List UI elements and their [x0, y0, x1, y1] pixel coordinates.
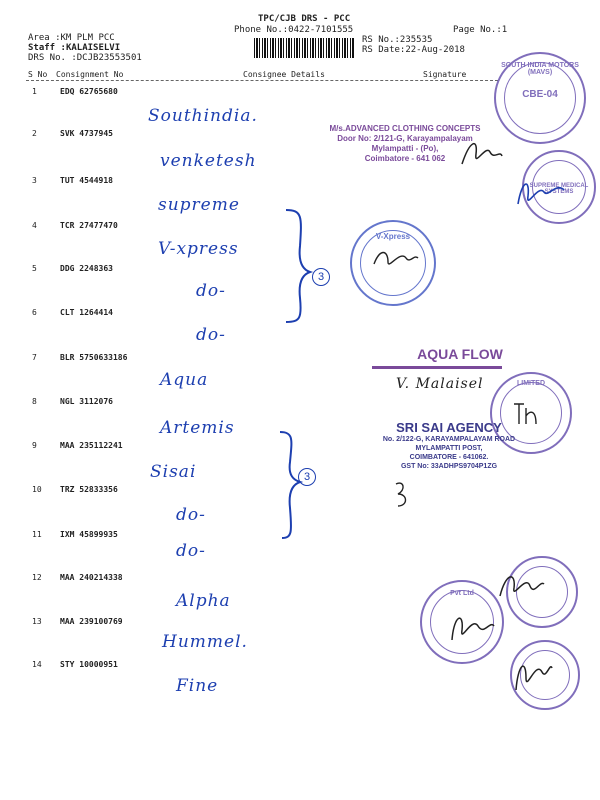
- row-1-consignee: Southindia.: [148, 106, 258, 126]
- sri-sai-stamp: [356, 420, 542, 471]
- rs-number: RS No.:235535: [362, 35, 433, 45]
- row-14-consignee: Fine: [176, 676, 219, 696]
- row-12-sno: 12: [32, 573, 42, 582]
- col-signature: Signature: [423, 70, 467, 79]
- row-11-consignee: do-: [176, 541, 206, 561]
- row-10-consignee: do-: [176, 505, 206, 525]
- alpha-signature: [496, 566, 546, 606]
- staff-field: [28, 43, 120, 53]
- row-1-sno: 1: [32, 87, 37, 96]
- rs-date: RS Date:22-Aug-2018: [362, 45, 465, 55]
- staff-name: KALAISELVI: [65, 43, 121, 53]
- supreme-signature: [512, 170, 572, 215]
- row-6-sno: 6: [32, 308, 37, 317]
- aqua-line1: AQUA FLOW: [417, 346, 503, 362]
- col-sno: S No: [28, 70, 48, 79]
- supreme-text: SUPREME MEDICAL SYSTEMS: [529, 182, 589, 195]
- row-7-consignment: BLR 5750633186: [60, 353, 128, 362]
- limited-text: LIMITED: [517, 380, 545, 387]
- phone-number: Phone No.:0422-7101555: [234, 25, 354, 35]
- hummel-circle-text: Pvt Ltd: [450, 590, 474, 597]
- col-consignee: Consignee Details: [243, 70, 325, 79]
- row-9-consignment: MAA 235112241: [60, 441, 123, 450]
- row-13-consignee: Hummel.: [162, 632, 248, 652]
- row-10-consignment: TRZ 52833356: [60, 485, 118, 494]
- aqua-underline: [372, 366, 502, 369]
- advanced-line1: M/s.ADVANCED CLOTHING CONCEPTS: [329, 124, 481, 133]
- row-14-sno: 14: [32, 660, 42, 669]
- row-10-sno: 10: [32, 485, 42, 494]
- staff-label: Staff :: [28, 43, 66, 53]
- page-number: Page No.:1: [453, 25, 508, 35]
- col-consignment: Consignment No: [56, 70, 124, 79]
- brace-count-1: 3: [312, 268, 330, 286]
- advanced-line3: Mylampatti - (Po),: [371, 144, 439, 153]
- cbe-text: CBE-04: [522, 89, 558, 101]
- aqua-flow-stamp: [390, 346, 530, 364]
- row-4-consignment: TCR 27477470: [60, 221, 118, 230]
- srisai-line1: SRI SAI AGENCY: [396, 420, 502, 435]
- fine-signature: [510, 648, 556, 698]
- aqua-signature: V. Malaisel: [396, 376, 484, 392]
- row-9-consignee: Sisai: [150, 462, 197, 482]
- srisai-line5: GST No: 33ADHPS9704P1ZG: [400, 462, 498, 470]
- row-12-consignee: Alpha: [176, 591, 231, 611]
- row-6-consignee: do-: [196, 325, 226, 345]
- row-7-consignee: Aqua: [160, 370, 209, 390]
- row-5-sno: 5: [32, 264, 37, 273]
- vxpress-text: V-Xpress: [375, 232, 411, 241]
- row-13-consignment: MAA 239100769: [60, 617, 123, 626]
- srisai-line2: No. 2/122-G, KARAYAMPALAYAM ROAD: [382, 436, 516, 444]
- row-12-consignment: MAA 240214338: [60, 573, 123, 582]
- row-5-consignment: DDG 2248363: [60, 264, 113, 273]
- hummel-signature: [444, 606, 498, 648]
- header-divider: [26, 80, 498, 81]
- row-3-consignee: supreme: [158, 195, 240, 215]
- row-3-sno: 3: [32, 176, 37, 185]
- row-13-sno: 13: [32, 617, 42, 626]
- advanced-signature: [456, 134, 506, 174]
- advanced-line2: Door No: 2/121-G, Karayampalayam: [337, 134, 473, 143]
- row-11-consignment: IXM 45899935: [60, 530, 118, 539]
- row-5-consignee: do-: [196, 281, 226, 301]
- south-india-motors-stamp: [494, 52, 586, 144]
- drs-number: DRS No. :DCJB23553501: [28, 53, 142, 63]
- area-field: Area :KM PLM PCC: [28, 33, 115, 43]
- row-4-sno: 4: [32, 221, 37, 230]
- srisai-signature: [390, 478, 418, 512]
- south-india-motors-text: SOUTH INDIA MOTORS (MAVS): [501, 62, 579, 76]
- row-6-consignment: CLT 1264414: [60, 308, 113, 317]
- vxpress-signature: [370, 244, 420, 274]
- barcode: [254, 38, 354, 58]
- row-2-consignment: SVK 4737945: [60, 129, 113, 138]
- row-3-consignment: TUT 4544918: [60, 176, 113, 185]
- report-title: TPC/CJB DRS - PCC: [258, 14, 351, 24]
- srisai-line4: COIMBATORE - 641062.: [409, 453, 489, 461]
- row-8-consignee: Artemis: [160, 418, 235, 438]
- row-7-sno: 7: [32, 353, 37, 362]
- brace-group-2: [270, 428, 320, 548]
- advanced-line4: Coimbatore - 641 062: [364, 154, 446, 163]
- srisai-line3: MYLAMPATTI POST,: [415, 445, 483, 452]
- row-4-consignee: V-xpress: [158, 239, 239, 259]
- row-9-sno: 9: [32, 441, 37, 450]
- row-14-consignment: STY 10000951: [60, 660, 118, 669]
- row-8-sno: 8: [32, 397, 37, 406]
- row-11-sno: 11: [32, 530, 42, 539]
- row-8-consignment: NGL 3112076: [60, 397, 113, 406]
- brace-group-1: [278, 206, 328, 326]
- row-2-sno: 2: [32, 129, 37, 138]
- row-1-consignment: EDQ 62765680: [60, 87, 118, 96]
- brace-count-2: 3: [298, 468, 316, 486]
- row-2-consignee: venketesh: [160, 151, 257, 171]
